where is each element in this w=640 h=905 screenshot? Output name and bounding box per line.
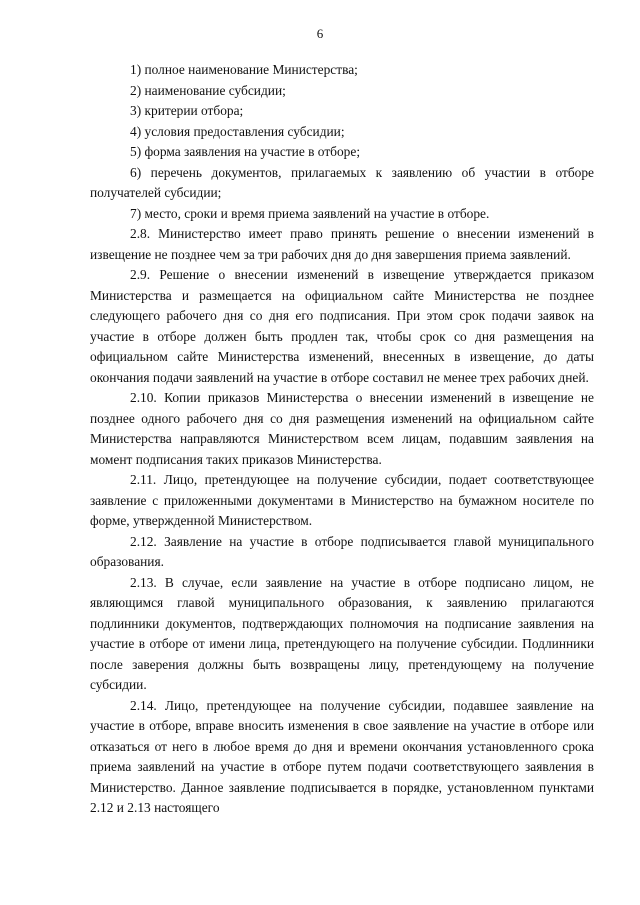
clause-2-13: 2.13. В случае, если заявление на участие в отборе подписано лицом, не являющимся главой муниципального образования, к заявлению прилагаются подлинники документов, подтверждающих полномочия на подписание заявления на участие в отборе от имени лица, претендующего на получение субсидии. Подлинники после заверения должны быть возвращены лицу, претендующему на получение субсидии. <box>90 574 594 692</box>
list-item-5: 5) форма заявления на участие в отборе; <box>130 144 361 159</box>
list-item-7: 7) место, сроки и время приема заявлений на участие в отборе. <box>130 205 490 221</box>
clause-2-9: 2.9. Решение о внесении изменений в извещение утверждается приказом Министерства и размещается на официальном сайте Министерства не позднее следующего рабочего дня со дня его подписания. При этом срок подачи заявок на участие в отборе должен быть продлен так, чтобы срок со дня размещения на официальном сайте Министерства изменений, внесенных в извещение, до даты окончания подачи заявлений на участие в отборе составил не менее трех рабочих дней. <box>90 267 594 385</box>
document-body <box>90 60 594 819</box>
list-item-4: 4) условия предоставления субсидии; <box>130 123 345 139</box>
list-item-3: 3) критерии отбора; <box>130 103 244 118</box>
list-item-2: 2) наименование субсидии; <box>130 82 286 98</box>
page-number: 6 <box>316 26 324 41</box>
clause-2-12: 2.12. Заявление на участие в отборе подписывается главой муниципального образования. <box>90 533 594 569</box>
list-item-1: 1) полное наименование Министерства; <box>130 62 358 77</box>
clause-2-8: 2.8. Министерство имеет право принять решение о внесении изменений в извещение не позднее чем за три рабочих дня до дня завершения приема заявлений. <box>90 226 594 262</box>
clause-2-14: 2.14. Лицо, претендующее на получение субсидии, подавшее заявление на участие в отборе, вправе вносить изменения в свое заявление на участие в отборе или отказаться от него в любое время до дня и времени окончания установленного срока приема заявлений на участие в отборе путем подачи соответствующего заявления в Министерство. Данное заявление подписывается в порядке, установленном пунктами 2.12 и 2.13 настоящего <box>90 697 594 815</box>
clause-2-11: 2.11. Лицо, претендующее на получение субсидии, подает соответствующее заявление с приложенными документами в Министерство на бумажном носителе по форме, утвержденной Министерством. <box>90 472 594 528</box>
list-item-6: 6) перечень документов, прилагаемых к заявлению об участии в отборе получателей субсидии; <box>90 164 594 200</box>
clause-2-10: 2.10. Копии приказов Министерства о внесении изменений в извещение не позднее одного рабочего дня со дня размещения изменений на официальном сайте Министерства направляются Министерством всем лицам, подавшим заявления на момент подписания таких приказов Министерства. <box>90 390 594 467</box>
